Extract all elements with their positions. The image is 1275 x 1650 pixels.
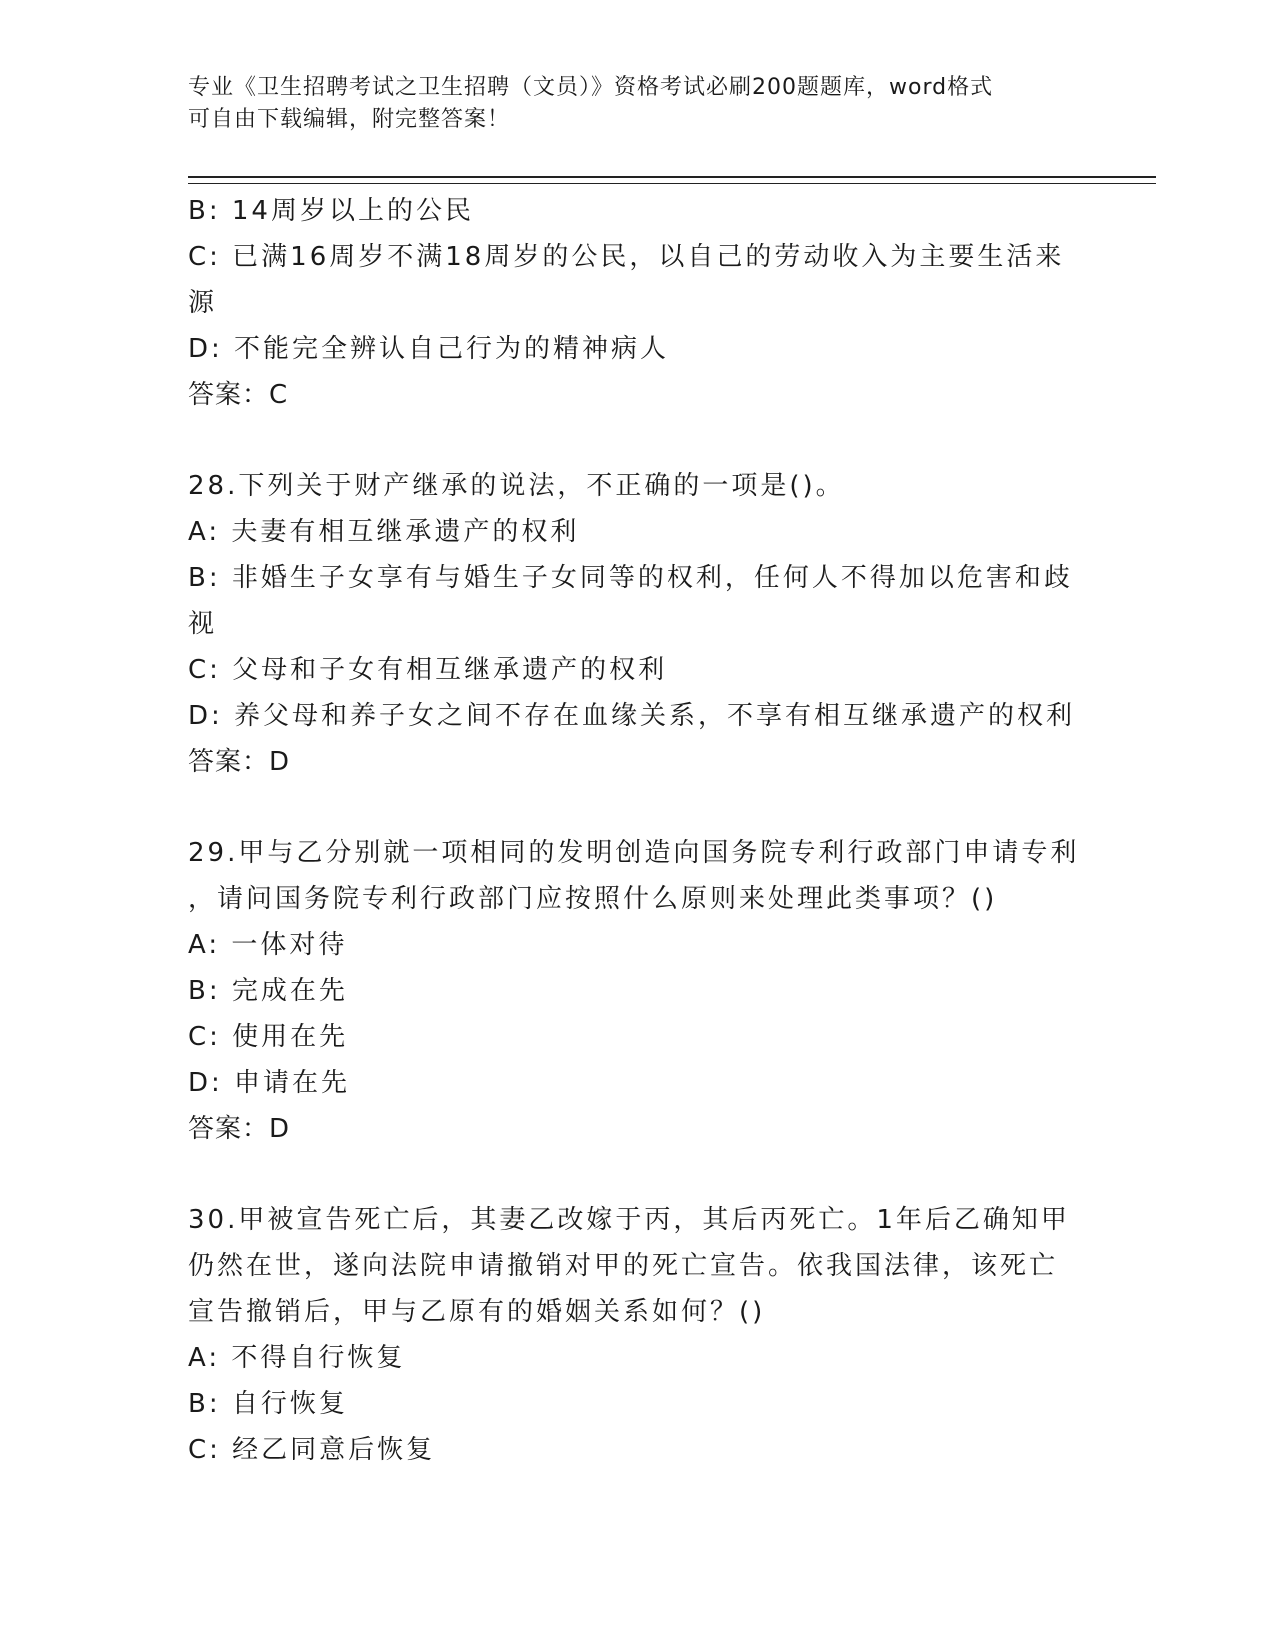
header-line-1: 专业《卫生招聘考试之卫生招聘（文员）》资格考试必刷200题题库，word格式 (188, 75, 994, 100)
question-text-line-3: 宣告撤销后，甲与乙原有的婚姻关系如何？() (188, 1297, 766, 1327)
option-b: B: 完成在先 (188, 976, 348, 1006)
header-divider (188, 176, 1156, 184)
answer-label: 答案：C (188, 380, 289, 410)
question-text-line-1: 30.甲被宣告死亡后，其妻乙改嫁于丙，其后丙死亡。1年后乙确知甲 (188, 1205, 1070, 1235)
question-block-29 (188, 830, 1088, 1152)
option-b: B: 非婚生子女享有与婚生子女同等的权利，任何人不得加以危害和歧 (188, 563, 1073, 593)
option-a: A: 夫妻有相互继承遗产的权利 (188, 517, 580, 547)
option-a: A: 一体对待 (188, 930, 348, 960)
option-c: C: 使用在先 (188, 1022, 349, 1052)
question-text-line-2: ，请问国务院专利行政部门应按照什么原则来处理此类事项？() (188, 884, 998, 914)
option-b: B: 自行恢复 (188, 1389, 348, 1419)
answer-label: 答案：D (188, 1114, 291, 1144)
option-c: C: 已满16周岁不满18周岁的公民，以自己的劳动收入为主要生活来 (188, 242, 1065, 272)
question-text-line-1: 29.甲与乙分别就一项相同的发明创造向国务院专利行政部门申请专利 (188, 838, 1080, 868)
option-c-continued: 源 (188, 288, 218, 318)
option-d: D: 养父母和养子女之间不存在血缘关系，不享有相互继承遗产的权利 (188, 701, 1076, 731)
document-body (188, 188, 1088, 1473)
option-b-continued: 视 (188, 609, 218, 639)
question-text-line-2: 仍然在世，遂向法院申请撤销对甲的死亡宣告。依我国法律，该死亡 (188, 1251, 1059, 1281)
option-a: A: 不得自行恢复 (188, 1343, 406, 1373)
option-b: B: 14周岁以上的公民 (188, 196, 474, 226)
option-c: C: 父母和子女有相互继承遗产的权利 (188, 655, 668, 685)
spacer (188, 1152, 1088, 1197)
option-c: C: 经乙同意后恢复 (188, 1435, 436, 1465)
option-d: D: 申请在先 (188, 1068, 351, 1098)
question-block-28 (188, 463, 1088, 785)
spacer (188, 418, 1088, 463)
spacer (188, 785, 1088, 830)
question-block-27 (188, 188, 1088, 418)
question-text: 28.下列关于财产继承的说法，不正确的一项是()。 (188, 471, 845, 501)
question-block-30 (188, 1197, 1088, 1473)
option-d: D: 不能完全辨认自己行为的精神病人 (188, 334, 670, 364)
page-header (188, 72, 1088, 136)
header-line-2: 可自由下载编辑，附完整答案！ (188, 107, 511, 132)
answer-label: 答案：D (188, 747, 291, 777)
